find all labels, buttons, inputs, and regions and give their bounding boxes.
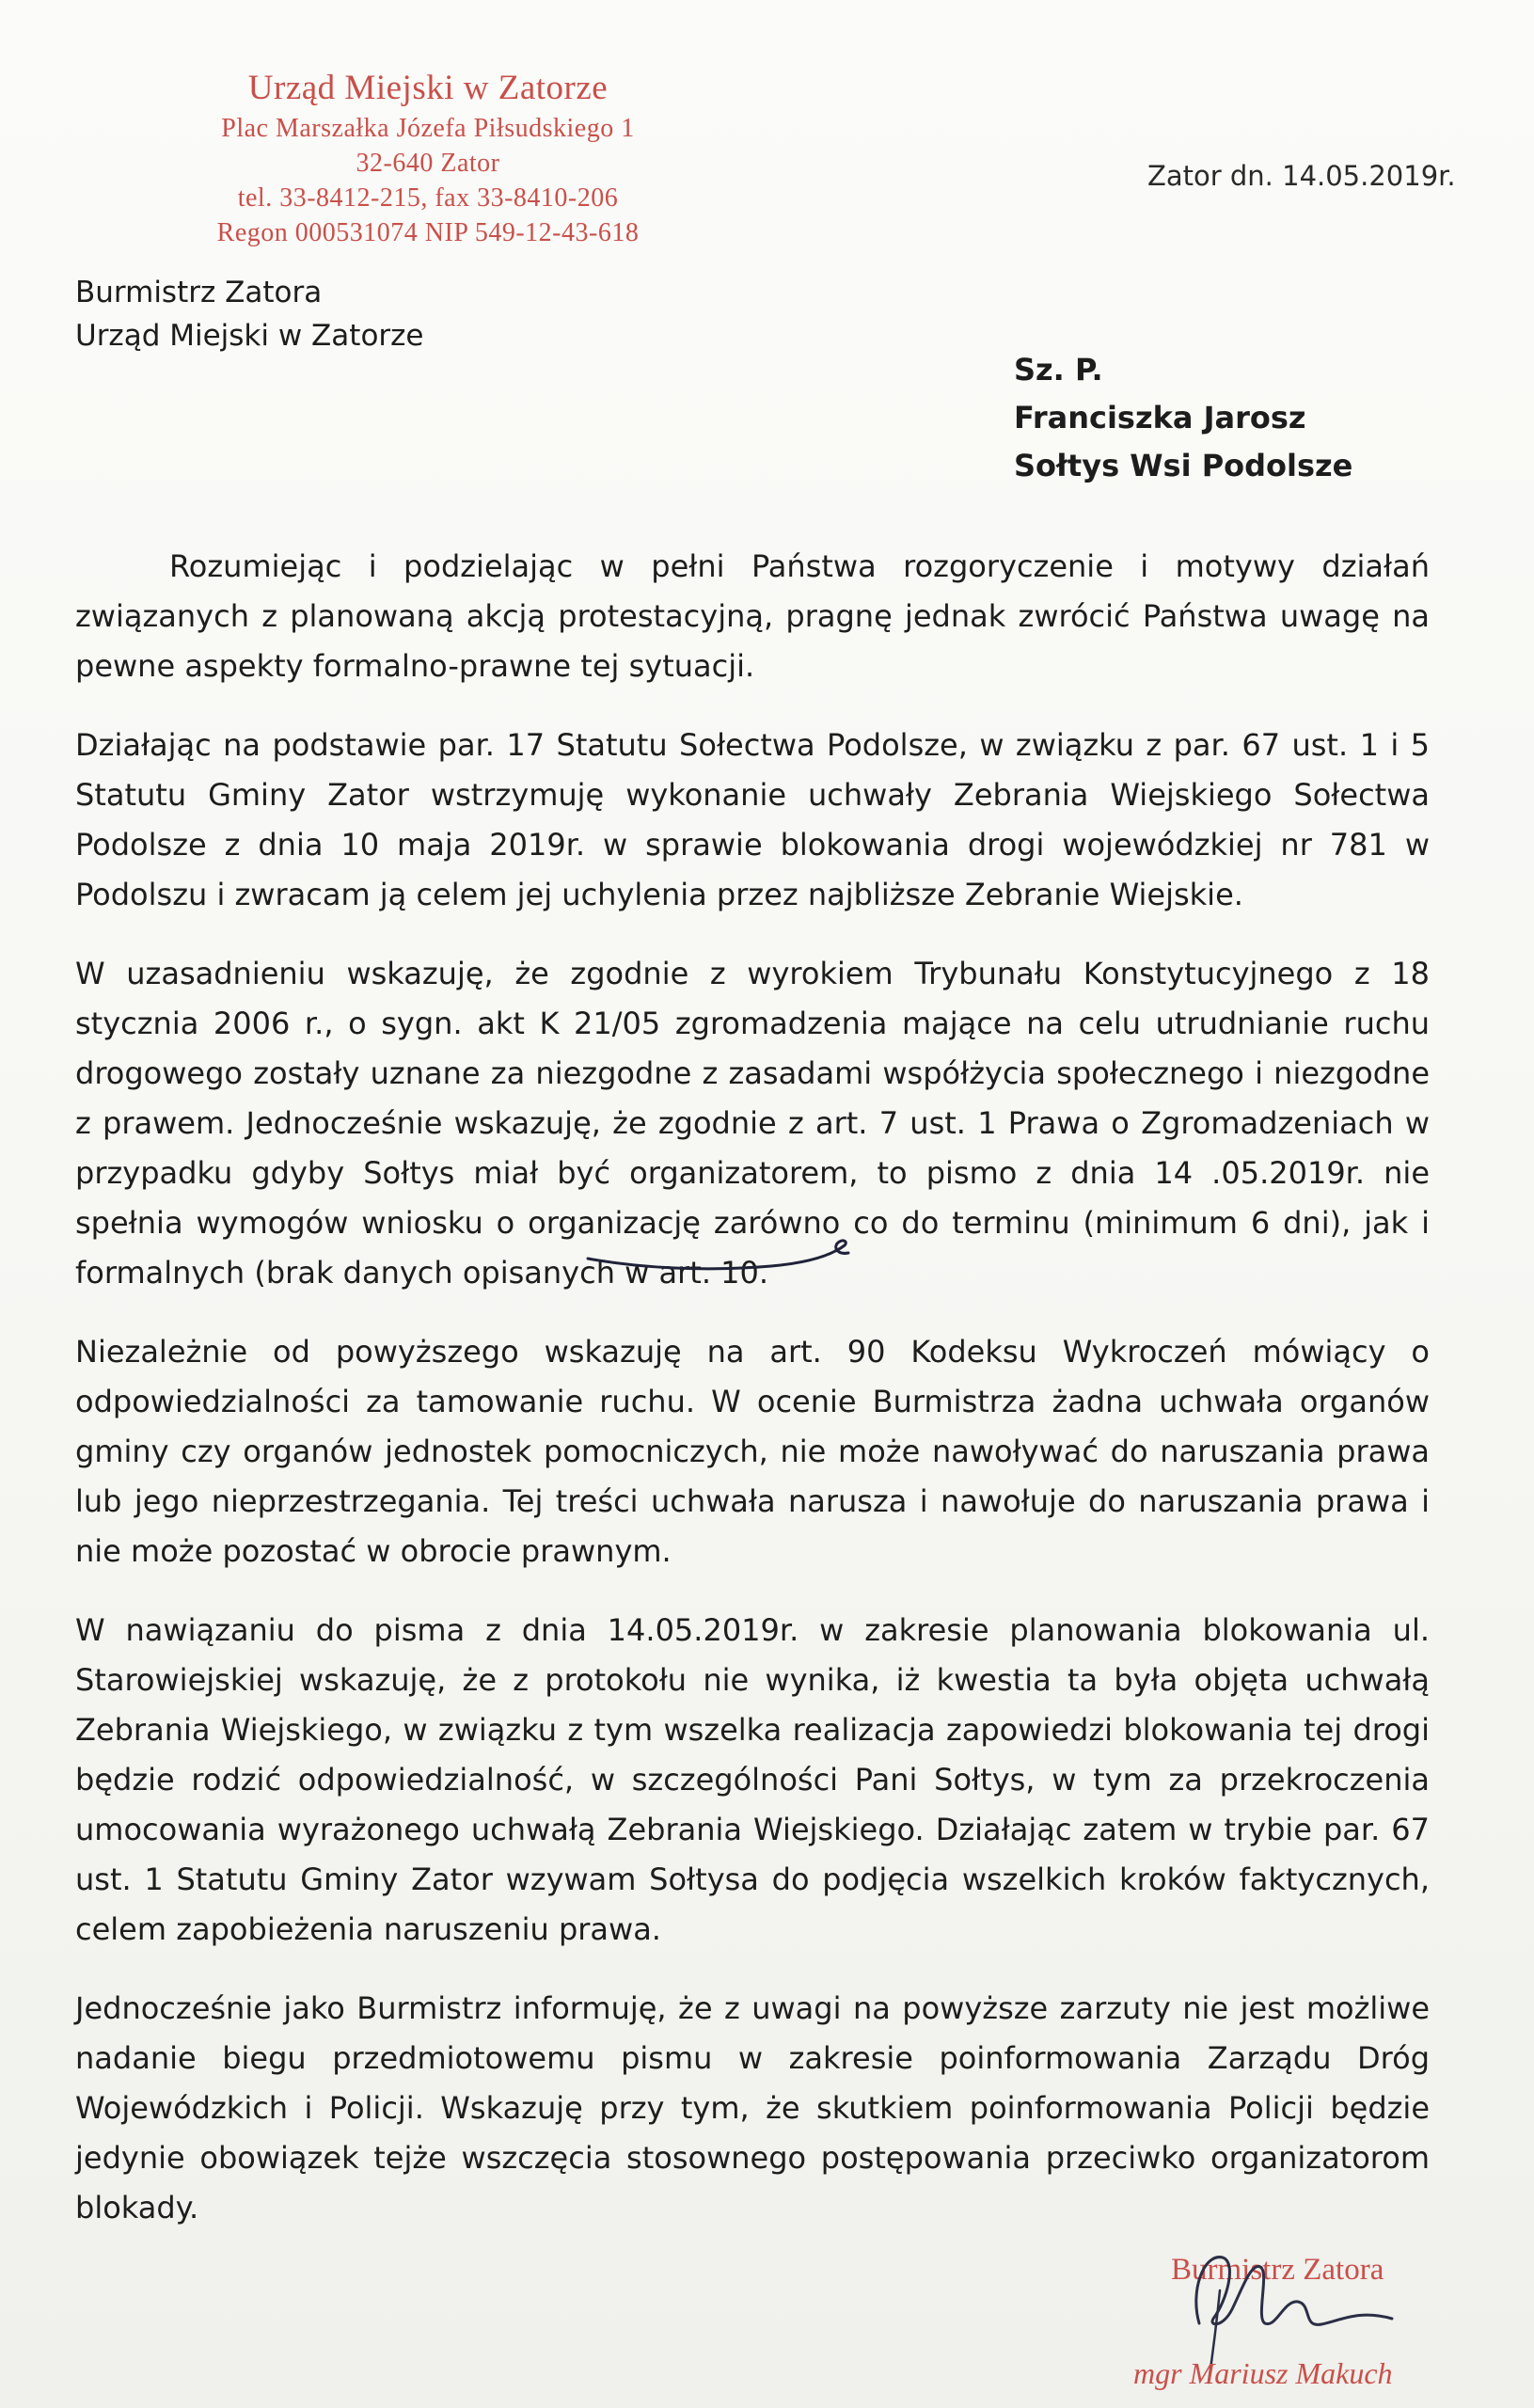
office-stamp (165, 66, 691, 250)
sender-office: Urząd Miejski w Zatorze (75, 319, 424, 353)
stamp-regon-nip: Regon 000531074 NIP 549-12-43-618 (216, 218, 640, 247)
signature-title: Burmistrz Zatora (1171, 2253, 1384, 2287)
recipient-salutation: Sz. P. (1014, 352, 1103, 388)
paragraph-suspension: Działając na podstawie par. 17 Statutu Sołectwa Podolsze, w związku z par. 67 ust. 1 i 5 Statutu Gminy Zator wstrzymuję wykonanie uchwały Zebrania Wiejskiego Sołectwa Podolsze z dnia 10 maja 2019r. w sprawie blokowania drogi wojewódzkiej nr 781 w Podolszu i zwracam ją celem jej uchylenia przez najbliższe Zebranie Wiejskie. (75, 727, 1430, 912)
paragraph-code-of-offences: Niezależnie od powyższego wskazuję na art. 90 Kodeksu Wykroczeń mówiący o odpowiedzialności za tamowanie ruchu. W ocenie Burmistrza żadna uchwała organów gminy czy organów jednostek pomocniczych, nie może nawoływać do naruszania prawa lub jego nieprzestrzegania. Tej treści uchwała narusza i nawołuje do naruszania prawa i nie może pozostać w obrocie prawnym. (75, 1334, 1430, 1569)
paragraph-intro: Rozumiejąc i podzielając w pełni Państwa rozgoryczenie i motywy działań związanych z planowaną akcją protestacyjną, pragnę jednak zwrócić Państwa uwagę na pewne aspekty formalno-prawne tej sytuacji. (75, 548, 1430, 684)
paragraph-justification: W uzasadnieniu wskazuję, że zgodnie z wyrokiem Trybunału Konstytucyjnego z 18 stycznia 2006 r., o sygn. akt K 21/05 zgromadzenia mające na celu utrudnianie ruchu drogowego zostały uznane za niezgodne z zasadami współżycia społecznego i niezgodne z prawem. Jednocześnie wskazuję, że zgodnie z art. 7 ust. 1 Prawa o Zgromadzeniach w przypadku gdyby Sołtys miał być organizatorem, to pismo z dnia 14 .05.2019r. nie spełnia wymogów wniosku o organizację zarówno co do terminu (minimum 6 dni), jak i formalnych (brak danych opisanych w art. 10. (75, 956, 1430, 1291)
recipient-role: Sołtys Wsi Podolsze (1014, 448, 1353, 483)
recipient-block (1014, 346, 1352, 490)
place-date: Zator dn. 14.05.2019r. (1147, 160, 1456, 192)
sender-title: Burmistrz Zatora (75, 276, 323, 309)
stamp-postal-code: 32-640 Zator (356, 149, 500, 178)
sender-block (75, 271, 424, 357)
letter-body (75, 542, 1430, 2262)
signature-name: mgr Mariusz Makuch (1133, 2356, 1393, 2390)
stamp-address: Plac Marszałka Józefa Piłsudskiego 1 (221, 114, 635, 143)
handwritten-underline (583, 1232, 856, 1279)
stamp-phone-fax: tel. 33-8412-215, fax 33-8410-206 (237, 183, 619, 213)
paragraph-starowiejska-street: W nawiązaniu do pisma z dnia 14.05.2019r. w zakresie planowania blokowania ul. Starowiejskiej wskazuję, że z protokołu nie wynika, iż kwestia ta była objęta uchwałą Zebrania Wiejskiego, w związku z tym wszelka realizacja zapowiedzi blokowania tej drogi będzie rodzić odpowiedzialność, w szczególności Pani Sołtys, w tym za przekroczenia umocowania wyrażonego uchwałą Zebrania Wiejskiego. Działając zatem w trybie par. 67 ust. 1 Statutu Gminy Zator wzywam Sołtysa do podjęcia wszelkich kroków faktycznych, celem zapobieżenia naruszeniu prawa. (75, 1612, 1430, 1947)
paragraph-notification: Jednocześnie jako Burmistrz informuję, że z uwagi na powyższe zarzuty nie jest możliwe nadanie biegu przedmiotowemu pismu w zakresie poinformowania Zarządu Dróg Wojewódzkich i Policji. Wskazuję przy tym, że skutkiem poinformowania Policji będzie jedynie obowiązek tejże wszczęcia stosownego postępowania przeciwko organizatorom blokady. (75, 1990, 1430, 2226)
recipient-name: Franciszka Jarosz (1014, 400, 1306, 436)
stamp-office-name: Urząd Miejski w Zatorze (247, 69, 609, 107)
